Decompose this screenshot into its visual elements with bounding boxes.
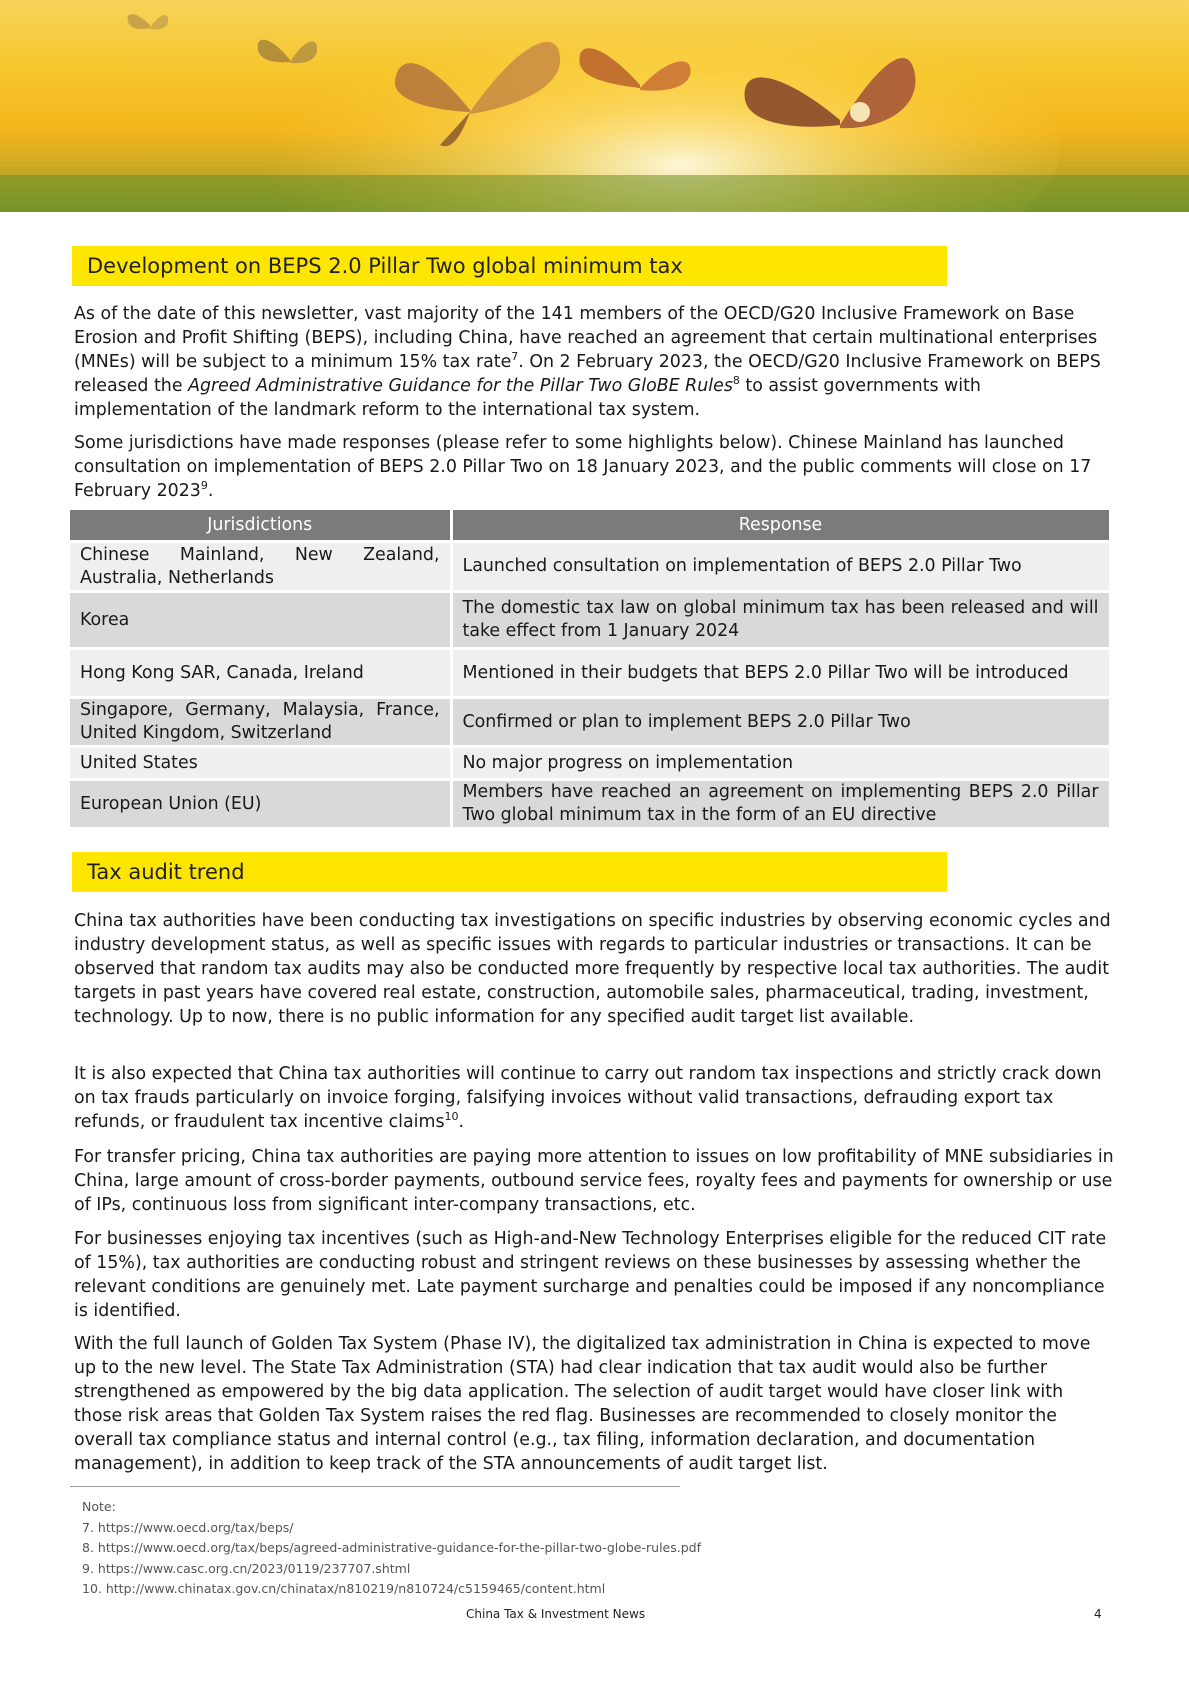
footnote-ref: 10 <box>444 1110 459 1124</box>
section-heading-tax-audit: Tax audit trend <box>72 852 947 892</box>
notes-label: Note: <box>82 1499 116 1514</box>
section-heading-beps: Development on BEPS 2.0 Pillar Two global minimum tax <box>72 246 947 286</box>
table-row <box>70 747 1110 780</box>
footnotes <box>82 1497 701 1600</box>
footnote-link[interactable]: 8. https://www.oecd.org/tax/beps/agreed-administrative-guidance-for-the-pillar-two-globe-rules.pdf <box>82 1540 701 1555</box>
column-header-jurisdictions: Jurisdictions <box>70 510 451 542</box>
butterfly-icon <box>127 14 168 29</box>
footnote-link[interactable]: 9. https://www.casc.org.cn/2023/0119/237707.shtml <box>82 1560 411 1576</box>
paragraph-golden-tax-system: With the full launch of Golden Tax System (Phase IV), the digitalized tax administration in China is expected to move up to the new level. The State Tax Administration (STA) had clear indication that tax audit would also be further strengthened as empowered by the big data application. The selection of audit target would have closer link with those risk areas that Golden Tax System raises the red flag. Businesses are recommended to closely monitor the overall tax compliance status and internal control (e.g., tax filing, information declaration, and documentation management), in addition to keep track of the STA announcements of audit target list. <box>74 1334 1091 1474</box>
page-number: 4 <box>1094 1607 1102 1621</box>
table-row <box>70 542 1110 592</box>
response-cell: Mentioned in their budgets that BEPS 2.0 Pillar Two will be introduced <box>451 649 1110 698</box>
paragraph-random-inspections: It is also expected that China tax authorities will continue to carry out random tax inspections and strictly crack down on tax frauds particularly on invoice forging, falsifying invoices without valid transactions, defrauding export tax refunds, or fraudulent tax incentive claims$^{10}$. <box>74 1064 1102 1132</box>
table-row <box>70 780 1110 829</box>
table-header-row <box>70 510 1110 542</box>
column-header-response: Response <box>451 510 1110 542</box>
paragraph-beps-intro: As of the date of this newsletter, vast majority of the 141 members of the OECD/G20 Inclusive Framework on Base Erosion and Profit Shifting (BEPS), including China, have reached an agreement that certain multinational enterprises (MNEs) will be subject to a minimum 15% tax rate$^7$. On 2 February 2023, the OECD/G20 Inclusive Framework on BEPS released the Agreed Administrative Guidance for the Pillar Two GloBE Rules$^8$ to assist governments with implementation of the landmark reform to the international tax system. <box>74 304 1101 420</box>
footer-publication-title: China Tax & Investment News <box>466 1607 646 1621</box>
footnote-link[interactable]: 7. https://www.oecd.org/tax/beps/ <box>82 1519 294 1535</box>
paragraph-transfer-pricing: For transfer pricing, China tax authorities are paying more attention to issues on low profitability of MNE subsidiaries in China, large amount of cross-border payments, outbound service fees, royalty fees and payments for ownership or use of IPs, continuous loss from significant inter-company transactions, etc. <box>74 1147 1114 1215</box>
paragraph-jurisdiction-responses: Some jurisdictions have made responses (please refer to some highlights below). Chinese Mainland has launched consultation on implementation of BEPS 2.0 Pillar Two on 18 January 2023, and the public comments will close on 17 February 2023$^9$. <box>74 433 1092 501</box>
jurisdiction-cell: European Union (EU) <box>70 780 451 829</box>
paragraph-audit-industries: China tax authorities have been conducting tax investigations on specific industries by observing economic cycles and industry development status, as well as specific issues with regards to particular industries or transactions. It can be observed that random tax audits may also be conducted more frequently by respective local tax authorities. The audit targets in past years have covered real estate, construction, automobile sales, pharmaceutical, trading, investment, technology. Up to now, there is no public information for any specified audit target list available. <box>74 911 1111 1027</box>
response-cell: Confirmed or plan to implement BEPS 2.0 Pillar Two <box>451 698 1110 747</box>
response-cell: Launched consultation on implementation of BEPS 2.0 Pillar Two <box>451 542 1110 592</box>
jurisdiction-cell: Chinese Mainland, New Zealand, Australia, Netherlands <box>70 542 451 592</box>
jurisdiction-cell: United States <box>70 747 451 780</box>
jurisdiction-response-table <box>70 510 1112 830</box>
response-cell: No major progress on implementation <box>451 747 1110 780</box>
footnote-ref: 9 <box>200 479 208 493</box>
jurisdiction-cell: Singapore, Germany, Malaysia, France, United Kingdom, Switzerland <box>70 698 451 747</box>
jurisdiction-cell: Korea <box>70 592 451 649</box>
butterflies-illustration <box>0 0 1189 212</box>
table-row <box>70 649 1110 698</box>
butterfly-icon <box>258 40 317 63</box>
banner-image <box>0 0 1189 212</box>
table-row <box>70 698 1110 747</box>
response-cell: Members have reached an agreement on implementing BEPS 2.0 Pillar Two global minimum tax in the form of an EU directive <box>451 780 1110 829</box>
jurisdiction-cell: Hong Kong SAR, Canada, Ireland <box>70 649 451 698</box>
footnote-ref: 7 <box>511 350 519 364</box>
paragraph-tax-incentives: For businesses enjoying tax incentives (such as High-and-New Technology Enterprises eligible for the reduced CIT rate of 15%), tax authorities are conducting robust and stringent reviews on these businesses by assessing whether the relevant conditions are genuinely met. Late payment surcharge and penalties could be imposed if any noncompliance is identified. <box>74 1229 1107 1321</box>
footnote-ref: 8 <box>732 374 740 388</box>
table-row <box>70 592 1110 649</box>
response-cell: The domestic tax law on global minimum tax has been released and will take effect from 1 January 2024 <box>451 592 1110 649</box>
footnote-link[interactable]: 10. http://www.chinatax.gov.cn/chinatax/n810219/n810724/c5159465/content.html <box>82 1581 606 1596</box>
notes-divider <box>70 1486 680 1487</box>
